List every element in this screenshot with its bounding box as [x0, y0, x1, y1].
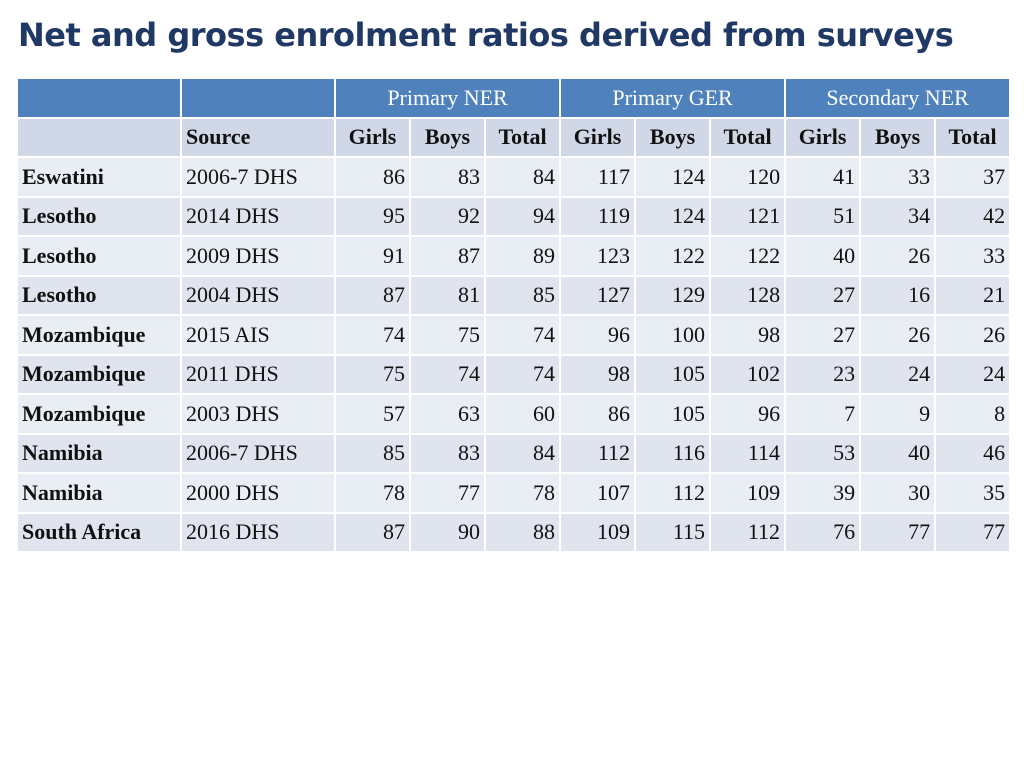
value-cell: 95 — [336, 198, 409, 236]
value-cell: 112 — [711, 514, 784, 552]
value-cell: 40 — [786, 237, 859, 275]
value-cell: 8 — [936, 395, 1009, 433]
value-cell: 86 — [336, 158, 409, 196]
value-cell: 112 — [561, 435, 634, 473]
value-cell: 98 — [711, 316, 784, 354]
value-cell: 105 — [636, 395, 709, 433]
value-cell: 27 — [786, 316, 859, 354]
country-cell: Eswatini — [18, 158, 180, 196]
source-cell: 2000 DHS — [182, 474, 334, 512]
value-cell: 24 — [861, 356, 934, 394]
source-cell: 2006-7 DHS — [182, 158, 334, 196]
value-cell: 81 — [411, 277, 484, 315]
value-cell: 34 — [861, 198, 934, 236]
value-cell: 92 — [411, 198, 484, 236]
value-cell: 128 — [711, 277, 784, 315]
value-cell: 77 — [861, 514, 934, 552]
table-row — [18, 395, 1009, 433]
value-cell: 124 — [636, 198, 709, 236]
table-row — [18, 277, 1009, 315]
table-row — [18, 237, 1009, 275]
column-header: Total — [486, 119, 559, 157]
value-cell: 76 — [786, 514, 859, 552]
value-cell: 127 — [561, 277, 634, 315]
value-cell: 119 — [561, 198, 634, 236]
value-cell: 100 — [636, 316, 709, 354]
value-cell: 124 — [636, 158, 709, 196]
value-cell: 87 — [336, 514, 409, 552]
column-header-row — [18, 119, 1009, 157]
value-cell: 60 — [486, 395, 559, 433]
column-header: Girls — [336, 119, 409, 157]
value-cell: 84 — [486, 435, 559, 473]
value-cell: 23 — [786, 356, 859, 394]
value-cell: 26 — [936, 316, 1009, 354]
value-cell: 30 — [861, 474, 934, 512]
value-cell: 121 — [711, 198, 784, 236]
value-cell: 40 — [861, 435, 934, 473]
value-cell: 116 — [636, 435, 709, 473]
group-header-secondary-ner: Secondary NER — [786, 79, 1009, 117]
value-cell: 96 — [561, 316, 634, 354]
value-cell: 122 — [711, 237, 784, 275]
source-cell: 2003 DHS — [182, 395, 334, 433]
value-cell: 85 — [336, 435, 409, 473]
value-cell: 7 — [786, 395, 859, 433]
value-cell: 87 — [336, 277, 409, 315]
value-cell: 9 — [861, 395, 934, 433]
enrolment-table — [16, 77, 1011, 553]
value-cell: 109 — [711, 474, 784, 512]
table-row — [18, 514, 1009, 552]
value-cell: 24 — [936, 356, 1009, 394]
value-cell: 90 — [411, 514, 484, 552]
value-cell: 85 — [486, 277, 559, 315]
value-cell: 74 — [486, 316, 559, 354]
value-cell: 102 — [711, 356, 784, 394]
page-title: Net and gross enrolment ratios derived from surveys — [18, 16, 954, 54]
value-cell: 27 — [786, 277, 859, 315]
value-cell: 37 — [936, 158, 1009, 196]
table-body — [18, 158, 1009, 551]
value-cell: 26 — [861, 316, 934, 354]
value-cell: 105 — [636, 356, 709, 394]
country-cell: Lesotho — [18, 237, 180, 275]
column-header: Girls — [561, 119, 634, 157]
column-header: Boys — [861, 119, 934, 157]
source-cell: 2016 DHS — [182, 514, 334, 552]
value-cell: 122 — [636, 237, 709, 275]
country-cell: Namibia — [18, 474, 180, 512]
value-cell: 123 — [561, 237, 634, 275]
value-cell: 88 — [486, 514, 559, 552]
value-cell: 114 — [711, 435, 784, 473]
value-cell: 46 — [936, 435, 1009, 473]
source-cell: 2009 DHS — [182, 237, 334, 275]
value-cell: 117 — [561, 158, 634, 196]
value-cell: 89 — [486, 237, 559, 275]
value-cell: 33 — [936, 237, 1009, 275]
table-row — [18, 198, 1009, 236]
column-header: Total — [936, 119, 1009, 157]
value-cell: 120 — [711, 158, 784, 196]
source-cell: 2015 AIS — [182, 316, 334, 354]
group-header-row — [18, 79, 1009, 117]
value-cell: 33 — [861, 158, 934, 196]
value-cell: 112 — [636, 474, 709, 512]
column-header: Girls — [786, 119, 859, 157]
value-cell: 35 — [936, 474, 1009, 512]
value-cell: 83 — [411, 435, 484, 473]
value-cell: 78 — [486, 474, 559, 512]
country-cell: South Africa — [18, 514, 180, 552]
country-cell: Mozambique — [18, 395, 180, 433]
column-header: Boys — [411, 119, 484, 157]
value-cell: 109 — [561, 514, 634, 552]
value-cell: 42 — [936, 198, 1009, 236]
value-cell: 77 — [936, 514, 1009, 552]
column-header-source: Source — [182, 119, 334, 157]
country-cell: Mozambique — [18, 316, 180, 354]
value-cell: 74 — [486, 356, 559, 394]
value-cell: 83 — [411, 158, 484, 196]
source-cell: 2004 DHS — [182, 277, 334, 315]
empty-subheader-cell — [18, 119, 180, 157]
column-header: Boys — [636, 119, 709, 157]
value-cell: 39 — [786, 474, 859, 512]
value-cell: 84 — [486, 158, 559, 196]
value-cell: 115 — [636, 514, 709, 552]
source-cell: 2011 DHS — [182, 356, 334, 394]
empty-header-cell — [182, 79, 334, 117]
group-header-primary-ner: Primary NER — [336, 79, 559, 117]
column-header: Total — [711, 119, 784, 157]
value-cell: 98 — [561, 356, 634, 394]
source-cell: 2006-7 DHS — [182, 435, 334, 473]
table-row — [18, 158, 1009, 196]
value-cell: 75 — [336, 356, 409, 394]
value-cell: 75 — [411, 316, 484, 354]
value-cell: 78 — [336, 474, 409, 512]
value-cell: 21 — [936, 277, 1009, 315]
value-cell: 129 — [636, 277, 709, 315]
country-cell: Lesotho — [18, 277, 180, 315]
value-cell: 74 — [411, 356, 484, 394]
value-cell: 63 — [411, 395, 484, 433]
value-cell: 77 — [411, 474, 484, 512]
empty-header-cell — [18, 79, 180, 117]
value-cell: 94 — [486, 198, 559, 236]
table-row — [18, 316, 1009, 354]
country-cell: Mozambique — [18, 356, 180, 394]
value-cell: 26 — [861, 237, 934, 275]
value-cell: 107 — [561, 474, 634, 512]
value-cell: 86 — [561, 395, 634, 433]
value-cell: 91 — [336, 237, 409, 275]
value-cell: 51 — [786, 198, 859, 236]
country-cell: Namibia — [18, 435, 180, 473]
value-cell: 53 — [786, 435, 859, 473]
country-cell: Lesotho — [18, 198, 180, 236]
table-row — [18, 435, 1009, 473]
value-cell: 41 — [786, 158, 859, 196]
value-cell: 87 — [411, 237, 484, 275]
value-cell: 57 — [336, 395, 409, 433]
table-row — [18, 356, 1009, 394]
table-row — [18, 474, 1009, 512]
value-cell: 74 — [336, 316, 409, 354]
value-cell: 16 — [861, 277, 934, 315]
group-header-primary-ger: Primary GER — [561, 79, 784, 117]
value-cell: 96 — [711, 395, 784, 433]
source-cell: 2014 DHS — [182, 198, 334, 236]
